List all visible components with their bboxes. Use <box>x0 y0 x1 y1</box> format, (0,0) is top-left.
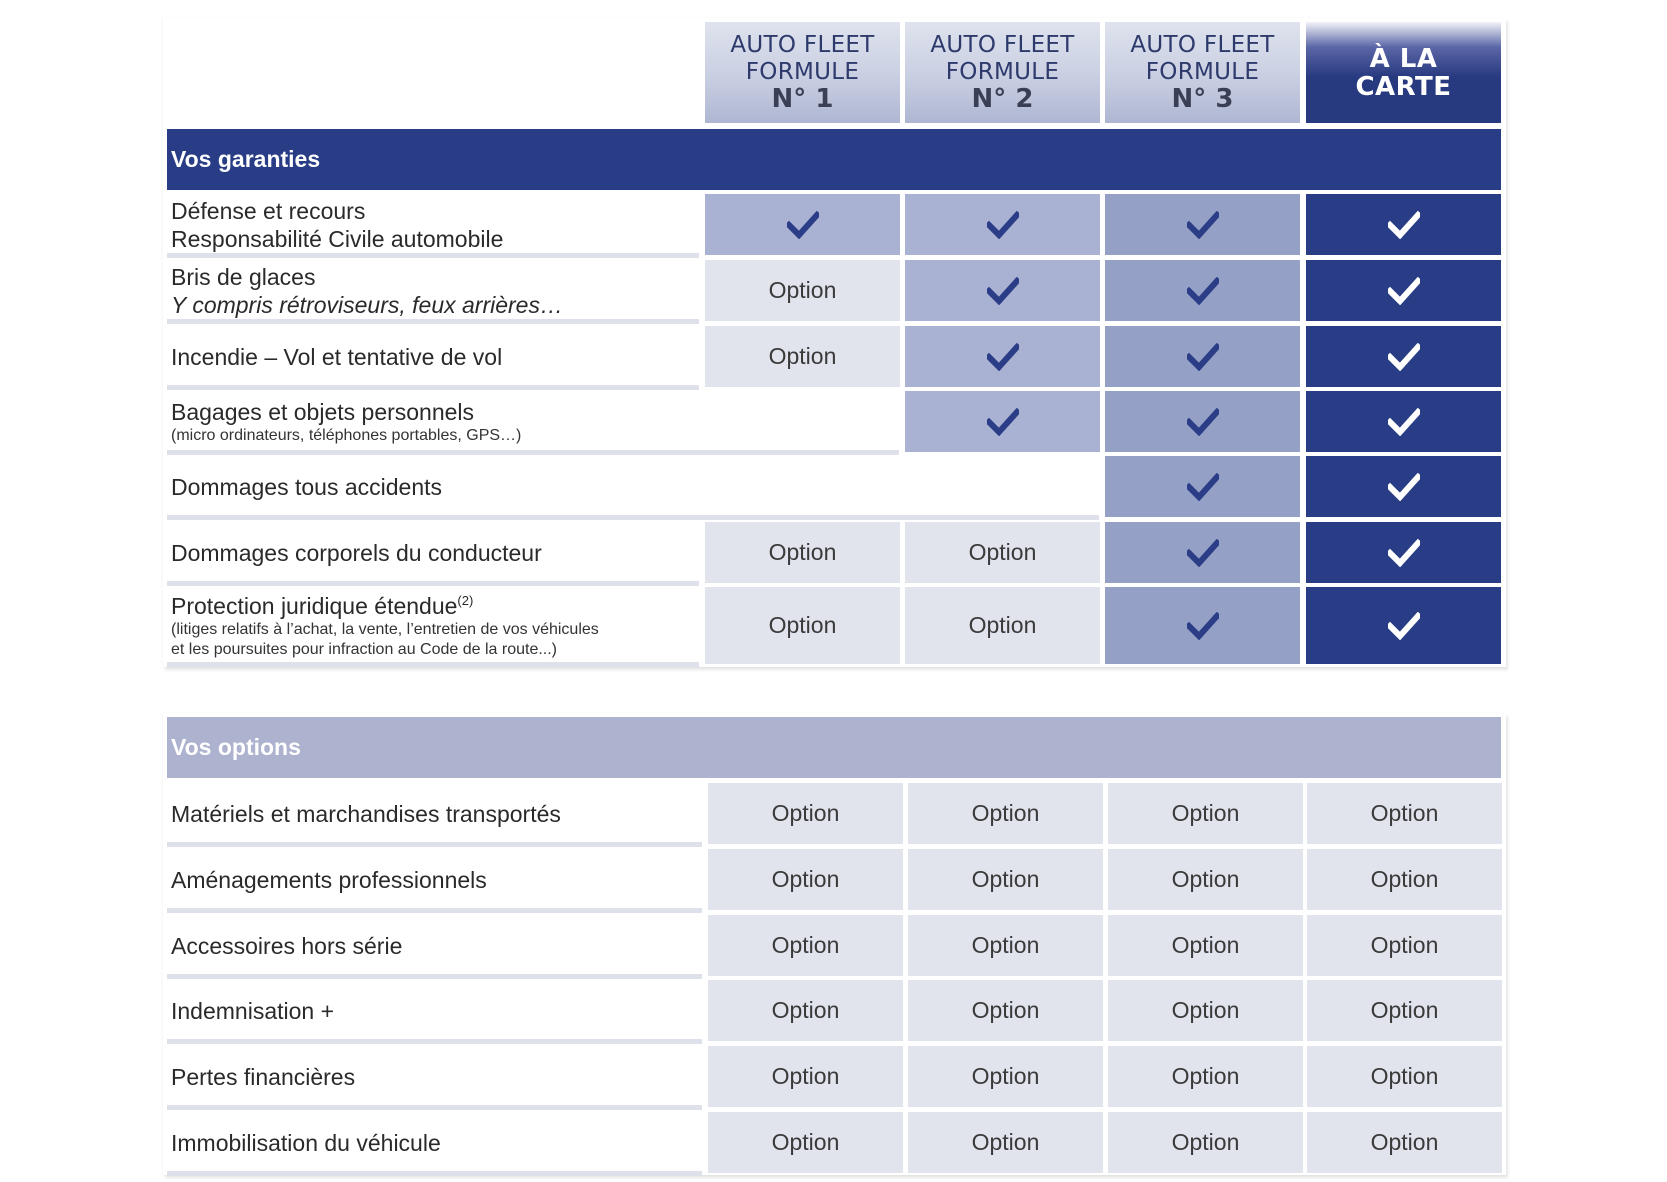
garantie-row <box>167 260 1501 321</box>
column-header-line1: AUTO FLEET <box>730 32 875 58</box>
garantie-label-text: Protection juridique étendue <box>171 592 458 619</box>
row-divider <box>167 1039 702 1044</box>
option-cell: Option <box>908 849 1103 910</box>
row-divider <box>167 515 1099 520</box>
option-label-text: Accessoires hors série <box>171 932 403 959</box>
row-divider <box>167 319 699 324</box>
option-label <box>167 1046 706 1107</box>
column-header-formule-2 <box>905 22 1100 123</box>
check-icon <box>905 194 1100 255</box>
option-cell: Option <box>705 326 900 387</box>
check-icon <box>1306 326 1501 387</box>
option-row <box>167 1112 1501 1173</box>
garantie-label-text: Dommages tous accidents <box>171 473 443 500</box>
option-cell: Option <box>908 915 1103 976</box>
check-icon <box>905 260 1100 321</box>
check-icon <box>1306 194 1501 255</box>
option-cell: Option <box>705 260 900 321</box>
option-cell: Option <box>908 1112 1103 1173</box>
option-cell: Option <box>708 783 903 844</box>
garantie-row <box>167 587 1501 664</box>
option-row <box>167 783 1501 844</box>
option-cell: Option <box>708 1046 903 1107</box>
column-header-formule-3 <box>1105 22 1300 123</box>
garantie-label-line <box>171 592 703 620</box>
garantie-label-text: Bagages et objets personnels <box>171 398 475 425</box>
option-label <box>167 980 706 1041</box>
column-header-number: N° 3 <box>1171 84 1234 114</box>
row-divider <box>167 450 899 455</box>
option-label-text: Aménagements professionnels <box>171 866 487 893</box>
option-cell: Option <box>1307 1112 1502 1173</box>
check-icon <box>1306 260 1501 321</box>
garantie-label <box>167 456 1103 517</box>
check-icon <box>1105 587 1300 664</box>
option-cell: Option <box>908 783 1103 844</box>
option-cell: Option <box>908 1046 1103 1107</box>
option-cell: Option <box>905 522 1100 583</box>
garantie-label-text: Défense et recours <box>171 197 366 224</box>
option-label <box>167 915 706 976</box>
garantie-note: (micro ordinateurs, téléphones portables, GPS…) <box>171 426 522 444</box>
row-divider <box>167 908 702 913</box>
option-cell: Option <box>1108 1046 1303 1107</box>
garantie-label-text: Incendie – Vol et tentative de vol <box>171 343 503 370</box>
check-icon <box>1105 260 1300 321</box>
option-cell: Option <box>1307 915 1502 976</box>
garantie-label <box>167 260 703 321</box>
row-divider <box>167 581 699 586</box>
option-cell: Option <box>708 1112 903 1173</box>
option-row <box>167 1046 1501 1107</box>
column-header-line1: AUTO FLEET <box>930 32 1075 58</box>
check-icon <box>1105 326 1300 387</box>
column-header-line2: FORMULE <box>745 59 860 85</box>
option-cell: Option <box>708 849 903 910</box>
column-header-line2: CARTE <box>1355 71 1452 102</box>
check-icon <box>1105 194 1300 255</box>
check-icon <box>1306 456 1501 517</box>
garantie-label-text: Bris de glaces <box>171 263 316 290</box>
option-row <box>167 849 1501 910</box>
option-cell: Option <box>1307 849 1502 910</box>
option-label-text: Indemnisation + <box>171 997 335 1024</box>
check-icon <box>1306 522 1501 583</box>
option-label-text: Matériels et marchandises transportés <box>171 800 561 827</box>
option-cell: Option <box>705 522 900 583</box>
option-cell: Option <box>1307 1046 1502 1107</box>
garantie-row <box>167 456 1501 517</box>
option-cell: Option <box>1108 980 1303 1041</box>
garantie-row <box>167 522 1501 583</box>
column-header-a-la-carte <box>1306 22 1501 123</box>
garantie-label <box>167 391 903 452</box>
garantie-note: et les poursuites pour infraction au Code de la route...) <box>171 640 557 658</box>
option-label <box>167 849 706 910</box>
garantie-label-subtext: Responsabilité Civile automobile <box>171 225 504 252</box>
check-icon <box>1306 391 1501 452</box>
option-label-text: Immobilisation du véhicule <box>171 1129 441 1156</box>
section-title-garanties: Vos garanties <box>167 129 1501 190</box>
row-divider <box>167 974 702 979</box>
option-cell: Option <box>708 980 903 1041</box>
option-cell: Option <box>1108 1112 1303 1173</box>
option-cell: Option <box>1307 783 1502 844</box>
option-cell: Option <box>1108 915 1303 976</box>
check-icon <box>905 326 1100 387</box>
column-header-line1: À LA <box>1369 43 1438 74</box>
option-cell: Option <box>908 980 1103 1041</box>
garantie-note: (litiges relatifs à l’achat, la vente, l’entretien de vos véhicules <box>171 620 599 638</box>
column-header-number: N° 1 <box>771 84 834 114</box>
option-row <box>167 915 1501 976</box>
row-divider <box>167 842 702 847</box>
garantie-label-text: Dommages corporels du conducteur <box>171 539 542 566</box>
garantie-label-subtext: Y compris rétroviseurs, feux arrières… <box>171 291 563 318</box>
option-cell: Option <box>1108 849 1303 910</box>
option-cell: Option <box>705 587 900 664</box>
column-header-formule-1 <box>705 22 900 123</box>
garantie-label <box>167 587 703 664</box>
row-divider <box>167 1171 702 1176</box>
row-divider <box>167 385 699 390</box>
option-cell: Option <box>905 587 1100 664</box>
section-title-options: Vos options <box>167 717 1501 778</box>
option-label-text: Pertes financières <box>171 1063 356 1090</box>
option-label <box>167 783 706 844</box>
check-icon <box>1105 522 1300 583</box>
column-header-number: N° 2 <box>971 84 1034 114</box>
check-icon <box>1306 587 1501 664</box>
row-divider <box>167 662 699 667</box>
column-header-line2: FORMULE <box>1145 59 1260 85</box>
garantie-label <box>167 326 703 387</box>
row-divider <box>167 1105 702 1110</box>
column-header-line2: FORMULE <box>945 59 1060 85</box>
garantie-label <box>167 522 703 583</box>
option-cell: Option <box>1307 980 1502 1041</box>
garantie-row <box>167 391 1501 452</box>
check-icon <box>1105 391 1300 452</box>
option-cell: Option <box>1108 783 1303 844</box>
garantie-row <box>167 194 1501 255</box>
check-icon <box>905 391 1100 452</box>
footnote-marker: (2) <box>457 592 474 608</box>
row-divider <box>167 253 699 258</box>
check-icon <box>1105 456 1300 517</box>
garantie-row <box>167 326 1501 387</box>
check-icon <box>705 194 900 255</box>
garantie-label <box>167 194 703 255</box>
option-row <box>167 980 1501 1041</box>
column-header-line1: AUTO FLEET <box>1130 32 1275 58</box>
option-cell: Option <box>708 915 903 976</box>
option-label <box>167 1112 706 1173</box>
